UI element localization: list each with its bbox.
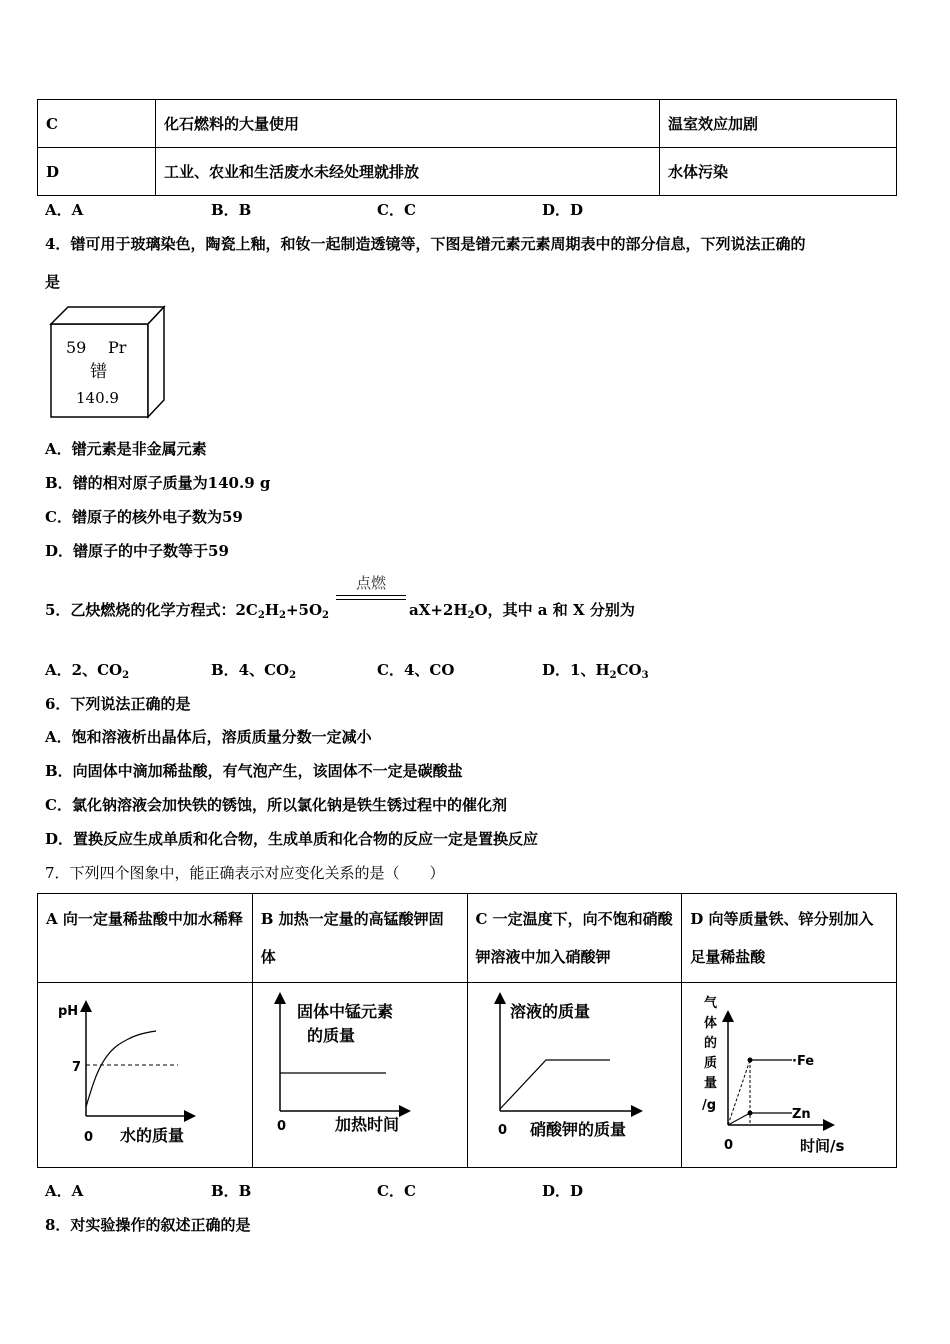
graph-b-cell [252, 983, 467, 1168]
graph-a-mark: 7 [72, 1060, 82, 1075]
graph-d [682, 983, 896, 1167]
graph-d-fe-label: ·Fe [792, 1054, 815, 1069]
graph-d-ylabel-5: 量 [704, 1076, 718, 1091]
graph-b-origin: 0 [276, 1119, 286, 1134]
q6-option-b[interactable]: B．向固体中滴加稀盐酸，有气泡产生，该固体不一定是碳酸盐 [45, 762, 463, 780]
graph-b-ylabel: 固体中锰元素 [296, 1002, 393, 1021]
q7-graph-table [37, 893, 897, 1168]
q4-option-b[interactable]: B．镨的相对原子质量为140.9 g [45, 474, 271, 492]
q6-option-a[interactable]: A．饱和溶液析出晶体后，溶质质量分数一定减小 [45, 728, 372, 746]
graph-a-origin: 0 [84, 1130, 94, 1145]
graph-d-ylabel-1: 气 [704, 996, 718, 1011]
q4-option-c[interactable]: C．镨原子的核外电子数为59 [45, 508, 243, 526]
option-c[interactable]: C．C [377, 1182, 416, 1200]
graph-d-zn-label: Zn [792, 1107, 811, 1122]
option-d[interactable]: D．1、$H_2CO_3$ [542, 661, 649, 681]
q6-option-c[interactable]: C．氯化钠溶液会加快铁的锈蚀，所以氯化钠是铁生锈过程中的催化剂 [45, 796, 507, 814]
table-cell-effect: 水体污染 [660, 148, 897, 196]
graph-a-ylabel: pH [58, 1004, 79, 1019]
graph-d-cell [682, 983, 897, 1168]
q4-stem-cont: 是 [45, 273, 61, 291]
table-cell-cause: 工业、农业和生活废水未经处理就排放 [156, 148, 660, 196]
q4-option-d[interactable]: D．镨原子的中子数等于59 [45, 542, 229, 560]
table-cell-effect: 温室效应加剧 [660, 100, 897, 148]
graph-c-cell [467, 983, 682, 1168]
graph-c-origin: 0 [497, 1123, 507, 1138]
options-table [37, 99, 897, 196]
graph-d-xlabel: 时间/s [800, 1137, 845, 1155]
element-mass: 140.9 [76, 389, 119, 407]
q6-option-d[interactable]: D．置换反应生成单质和化合物，生成单质和化合物的反应一定是置换反应 [45, 830, 539, 848]
q7-header-d: D 向等质量铁、锌分别加入足量稀盐酸 [682, 894, 897, 983]
option-a[interactable]: A．A [45, 1182, 84, 1200]
q8-stem: 8．对实验操作的叙述正确的是 [45, 1216, 251, 1234]
option-a[interactable]: A．A [45, 201, 84, 219]
graph-c [468, 983, 682, 1167]
graph-d-ylabel-2: 体 [704, 1016, 718, 1031]
element-symbol: Pr [108, 338, 127, 357]
q5-stem-products: $aX+2H_2O$，其中 a 和 X 分别为 [409, 601, 635, 621]
table-row [38, 100, 897, 148]
option-d[interactable]: D．D [542, 201, 584, 219]
graph-b-xlabel: 加热时间 [334, 1115, 399, 1134]
graph-c-ylabel: 溶液的质量 [509, 1002, 590, 1021]
element-card [48, 304, 166, 420]
graph-d-origin: 0 [724, 1138, 734, 1153]
option-b[interactable]: B．B [211, 1182, 252, 1200]
q4-stem: 4．镨可用于玻璃染色，陶瓷上釉，和钕一起制造透镜等，下图是镨元素元素周期表中的部分信息，下列说法正确的 [45, 235, 806, 253]
table-cell-label: C [38, 100, 156, 148]
table-cell-label: D [38, 148, 156, 196]
graph-a [38, 983, 252, 1167]
option-b[interactable]: B．4、$CO_2$ [211, 661, 297, 681]
graph-c-xlabel: 硝酸钾的质量 [529, 1120, 626, 1139]
graph-d-ylabel-6: /g [702, 1098, 717, 1113]
option-c[interactable]: C．C [377, 201, 416, 219]
option-c[interactable]: C．4、CO [377, 661, 455, 679]
graph-b-ylabel-cont: 的质量 [306, 1026, 355, 1045]
graph-d-ylabel-4: 质 [704, 1056, 718, 1071]
q7-header-b: B 加热一定量的高锰酸钾固体 [252, 894, 467, 983]
q5-stem: 5．乙炔燃烧的化学方程式：$2C_2H_2+5O_2$ [45, 601, 330, 621]
table-row [38, 148, 897, 196]
graph-d-ylabel-3: 的 [704, 1036, 718, 1051]
graph-a-cell [38, 983, 253, 1168]
q4-option-a[interactable]: A．镨元素是非金属元素 [45, 440, 207, 458]
q7-stem: 7．下列四个图象中，能正确表示对应变化关系的是（ ） [45, 864, 445, 882]
option-d[interactable]: D．D [542, 1182, 584, 1200]
graph-a-xlabel: 水的质量 [120, 1126, 185, 1145]
graph-b [253, 983, 467, 1167]
q6-stem: 6．下列说法正确的是 [45, 695, 191, 713]
option-b[interactable]: B．B [211, 201, 252, 219]
reaction-condition: 点燃 [336, 572, 406, 600]
q7-header-c: C 一定温度下，向不饱和硝酸钾溶液中加入硝酸钾 [467, 894, 682, 983]
element-name: 镨 [90, 362, 107, 382]
q7-header-a: A 向一定量稀盐酸中加水稀释 [38, 894, 253, 983]
table-cell-cause: 化石燃料的大量使用 [156, 100, 660, 148]
element-number: 59 [66, 338, 87, 357]
option-a[interactable]: A．2、$CO_2$ [45, 661, 130, 681]
